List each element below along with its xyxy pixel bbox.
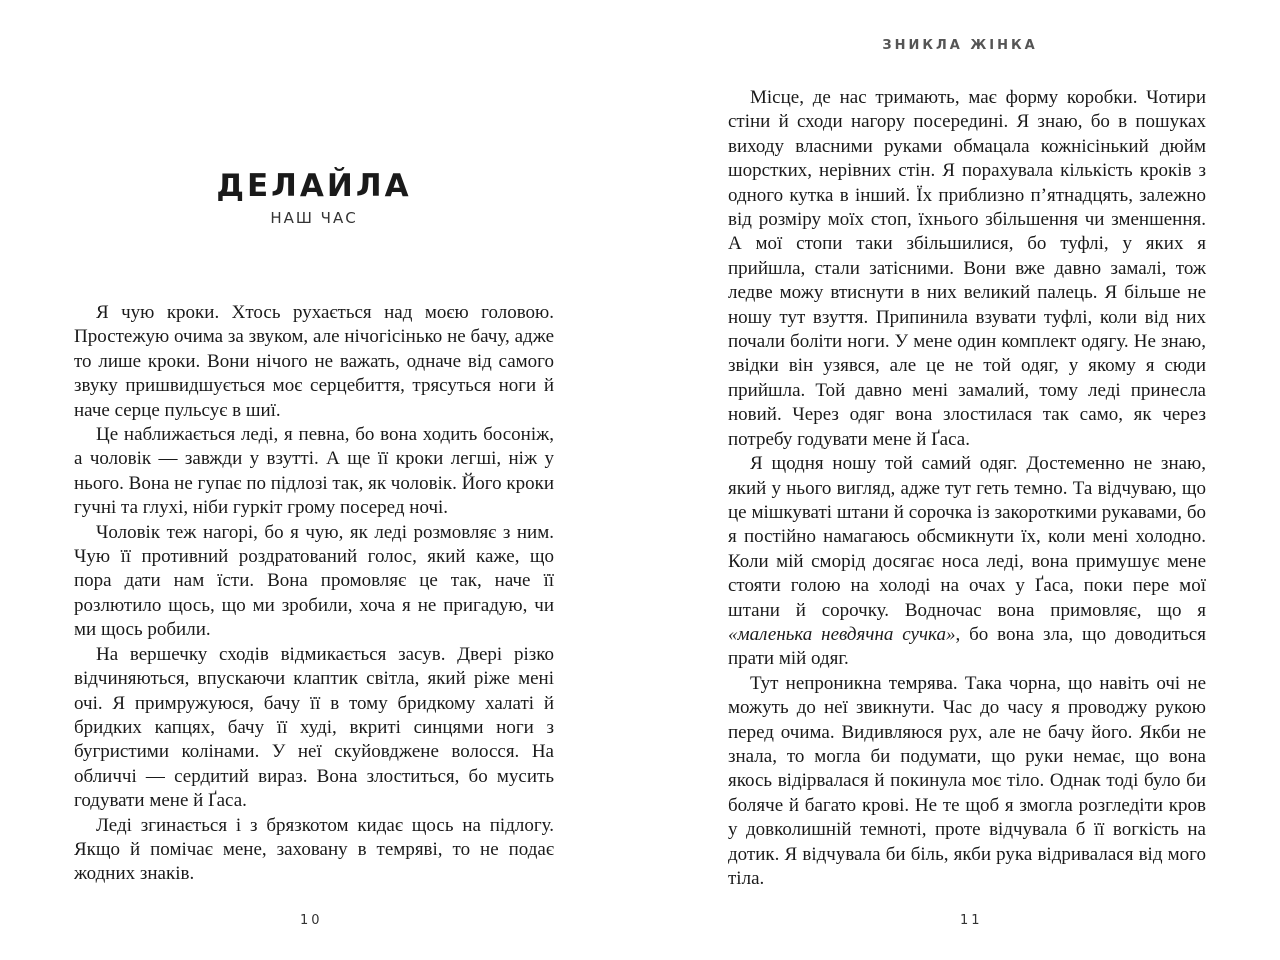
chapter-title: ДЕЛАЙЛА <box>216 168 412 204</box>
right-page-body <box>728 86 1206 891</box>
paragraph-text: , бо вона зла, що доводиться прати мій одяг. <box>728 623 1206 670</box>
paragraph: Місце, де нас тримають, має форму коробки. Чотири стіни й сходи нагору посередині. Я знаю, бо в пошуках виходу власними руками обмацала кожнісінький дюйм шорстких, нерівних стін. Я порахувала кількість кроків з одного кутка в інший. Їх приблизно п’ятнадцять, залежно від розміру моїх стоп, їхнього збільшення чи зменшення. А мої стопи таки збільшилися, бо туфлі, у яких я прийшла, стали затісними. Вони вже давно замалі, тож ледве можу втиснути в них великий палець. Я більше не ношу тут взуття. Припинила взувати туфлі, коли від них почали боліти ноги. У мене один комплект одягу. Не знаю, звідки він узявся, але це не той одяг, у якому я сюди прийшла. Той давно мені замалий, тому леді принесла новий. Через одяг вона злостилася так само, як через потребу годувати мене й Ґаса. <box>728 87 1206 450</box>
paragraph-text: Я щодня ношу той самий одяг. Достеменно не знаю, який у нього вигляд, адже тут геть темно. Та відчуваю, що це мішкуваті штани й сорочка із закороткими рукавами, бо я постійно намагаюсь обсмикнути їх, коли мені холодно. Коли мій сморід досягає носа леді, вона примушує мене стояти голою на холоді на очах у Ґаса, поки пере мої штани й сорочку. Водночас вона примовляє, що я <box>728 453 1206 621</box>
paragraph: Я чую кроки. Хтось рухається над моєю головою. Простежую очима за звуком, але нічогісінько не бачу, адже то лише кроки. Вони нічого не важать, одначе від самого звуку пришвидшується моє серцебиття, трясуться ноги й наче серце пульсує в шиї. <box>74 302 554 421</box>
emphasized-quote: «маленька невдячна сучка» <box>728 623 956 645</box>
page-number-right: 11 <box>960 913 983 928</box>
running-header: ЗНИКЛА ЖІНКА <box>882 38 1038 53</box>
paragraph: Леді згинається і з брязкотом кидає щось на підлогу. Якщо й помічає мене, заховану в темряві, то не подає жодних знаків. <box>74 814 554 885</box>
page-number-left: 10 <box>300 913 323 928</box>
chapter-subtitle: НАШ ЧАС <box>270 209 358 227</box>
paragraph: На вершечку сходів відмикається засув. Двері різко відчиняються, впускаючи клаптик світла, який ріже мені очі. Я примружуюся, бачу її в тому бридкому халаті й бридких капцях, бачу її худі, вкриті синцями ноги з бугристими колінами. У неї скуйовджене волосся. На обличчі — сердитий вираз. Вона злоститься, бо мусить годувати мене й Ґаса. <box>74 643 554 812</box>
left-page-body <box>74 301 554 887</box>
paragraph: Це наближається леді, я певна, бо вона ходить босоніж, а чоловік — завжди у взутті. А ще її кроки легші, ніж у нього. Вона не гупає по підлозі так, як чоловік. Його кроки гучні та глухі, ніби гуркіт грому посеред ночі. <box>74 424 554 519</box>
paragraph: Тут непроникна темрява. Така чорна, що навіть очі не можуть до неї звикнути. Час до часу я проводжу рукою перед очима. Видивляюся рух, але не бачу його. Якби не знала, то могла би подумати, що руки немає, що вона якось відірвалася й покинула моє тіло. Однак тоді було би боляче й багато крові. Не те щоб я змогла розгледіти кров у довколишній темноті, проте відчувала б її вогкість на дотик. Я відчувала би біль, якби рука відривалася від мого тіла. <box>728 672 1206 889</box>
paragraph: Чоловік теж нагорі, бо я чую, як леді розмовляє з ним. Чую її противний роздратований голос, який каже, що пора дати нам їсти. Вона промовляє це так, наче її розлютило щось, що ми зробили, хоча я не пригадую, чи ми щось робили. <box>74 521 554 641</box>
paragraph <box>728 452 1206 672</box>
